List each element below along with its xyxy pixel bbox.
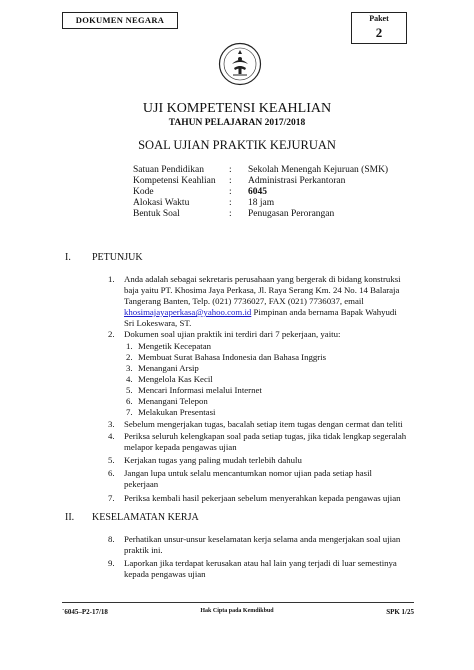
sublist-number: 1.	[126, 341, 133, 351]
text-line: Laporkan jika terdapat kerusakan atau hal lain yang terjadi di luar semestinya	[124, 558, 397, 568]
sublist-number: 5.	[126, 385, 133, 395]
list-number: 6.	[108, 468, 115, 478]
list-item: Dokumen soal ujian praktik ini terdiri dari 7 pekerjaan, yaitu:	[124, 329, 341, 339]
info-value: 6045	[248, 187, 267, 197]
section-title: KESELAMATAN KERJA	[92, 512, 199, 523]
text-fragment: Pimpinan anda bernama Bapak Wahyudi	[251, 307, 397, 317]
section-number: I.	[65, 252, 71, 263]
list-number: 7.	[108, 493, 115, 503]
list-item	[124, 274, 417, 329]
email-link[interactable]: khosimajayaperkasa@yahoo.com.id	[124, 307, 252, 317]
section-number: II.	[65, 512, 75, 523]
text-line: Tangerang Banten, Telp. (021) 7736027, FAX (021) 7736037, email	[124, 296, 364, 306]
text-line: pekerjaan	[124, 479, 159, 489]
info-colon: :	[229, 165, 232, 175]
info-colon: :	[229, 198, 232, 208]
exam-subtitle: SOAL UJIAN PRAKTIK KEJURUAN	[138, 138, 336, 152]
list-item	[124, 431, 417, 453]
footer-page-number: SPK 1/25	[386, 608, 414, 616]
list-number: 5.	[108, 455, 115, 465]
info-colon: :	[229, 176, 232, 186]
info-colon: :	[229, 209, 232, 219]
list-number: 8.	[108, 534, 115, 544]
list-item	[124, 534, 417, 556]
paket-label: Paket	[369, 14, 389, 23]
list-item: Kerjakan tugas yang paling mudah terlebih dahulu	[124, 455, 302, 465]
footer-code: `6045–P2-17/18	[62, 608, 108, 616]
list-item: Sebelum mengerjakan tugas, bacalah setiap item tugas dengan cermat dan teliti	[124, 419, 403, 429]
info-value: Administrasi Perkantoran	[248, 176, 346, 186]
tut-wuri-handayani-emblem-icon	[218, 42, 262, 86]
sublist-item: Melakukan Presentasi	[138, 407, 216, 417]
section-title: PETUNJUK	[92, 252, 143, 263]
sublist-number: 6.	[126, 396, 133, 406]
list-number: 1.	[108, 274, 115, 284]
sublist-item: Membuat Surat Bahasa Indonesia dan Bahasa Inggris	[138, 352, 327, 362]
sublist-item: Mengelola Kas Kecil	[138, 374, 213, 384]
info-label: Kompetensi Keahlian	[133, 176, 216, 186]
text-line: praktik ini.	[124, 545, 163, 555]
info-value: 18 jam	[248, 198, 275, 208]
info-label: Bentuk Soal	[133, 209, 180, 219]
text-line: melapor kepada pengawas ujian	[124, 442, 237, 452]
info-label: Alokasi Waktu	[133, 198, 190, 208]
sublist-number: 7.	[126, 407, 133, 417]
list-number: 4.	[108, 431, 115, 441]
info-colon: :	[229, 187, 232, 197]
paket-box	[351, 12, 407, 44]
sublist-item: Menangani Arsip	[138, 363, 199, 373]
list-item: Periksa kembali hasil pekerjaan sebelum menyerahkan kepada pengawas ujian	[124, 493, 401, 503]
sublist-item: Mengetik Kecepatan	[138, 341, 212, 351]
sublist-number: 3.	[126, 363, 133, 373]
paket-number: 2	[375, 25, 383, 40]
list-number: 9.	[108, 558, 115, 568]
footer-copyright: Hak Cipta pada Kemdikbud	[200, 608, 274, 614]
info-label: Satuan Pendidikan	[133, 165, 204, 175]
text-line: Anda adalah sebagai sekretaris perusahaan yang bergerak di bidang konstruksi	[124, 274, 401, 284]
list-number: 3.	[108, 419, 115, 429]
info-value: Penugasan Perorangan	[248, 209, 335, 219]
academic-year: TAHUN PELAJARAN 2017/2018	[168, 118, 306, 128]
text-line: kepada pengawas ujian	[124, 569, 206, 579]
footer-divider	[62, 602, 414, 603]
sublist-number: 4.	[126, 374, 133, 384]
list-item	[124, 558, 417, 580]
list-item	[124, 468, 417, 490]
document-classification-label: DOKUMEN NEGARA	[62, 12, 178, 29]
info-label: Kode	[133, 187, 154, 197]
sublist-item: Menangani Telepon	[138, 396, 208, 406]
info-value: Sekolah Menengah Kejuruan (SMK)	[248, 165, 389, 175]
list-number: 2.	[108, 329, 115, 339]
text-line	[124, 307, 417, 318]
text-line: baja yaitu PT. Khosima Jaya Perkasa, Jl. Raya Serang Km. 24 No. 14 Balaraja	[124, 285, 400, 295]
text-line: Perhatikan unsur-unsur keselamatan kerja selama anda mengerjakan soal ujian	[124, 534, 401, 544]
text-line: Periksa seluruh kelengkapan soal pada setiap tugas, jika tidak lengkap segeralah	[124, 431, 407, 441]
text-line: Jangan lupa untuk selalu mencantumkan nomor ujian pada setiap hasil	[124, 468, 372, 478]
sublist-item: Mencari Informasi melalui Internet	[138, 385, 262, 395]
text-line: Sri Lokeswara, ST.	[124, 318, 192, 328]
sublist-number: 2.	[126, 352, 133, 362]
exam-title: UJI KOMPETENSI KEAHLIAN	[142, 101, 332, 116]
